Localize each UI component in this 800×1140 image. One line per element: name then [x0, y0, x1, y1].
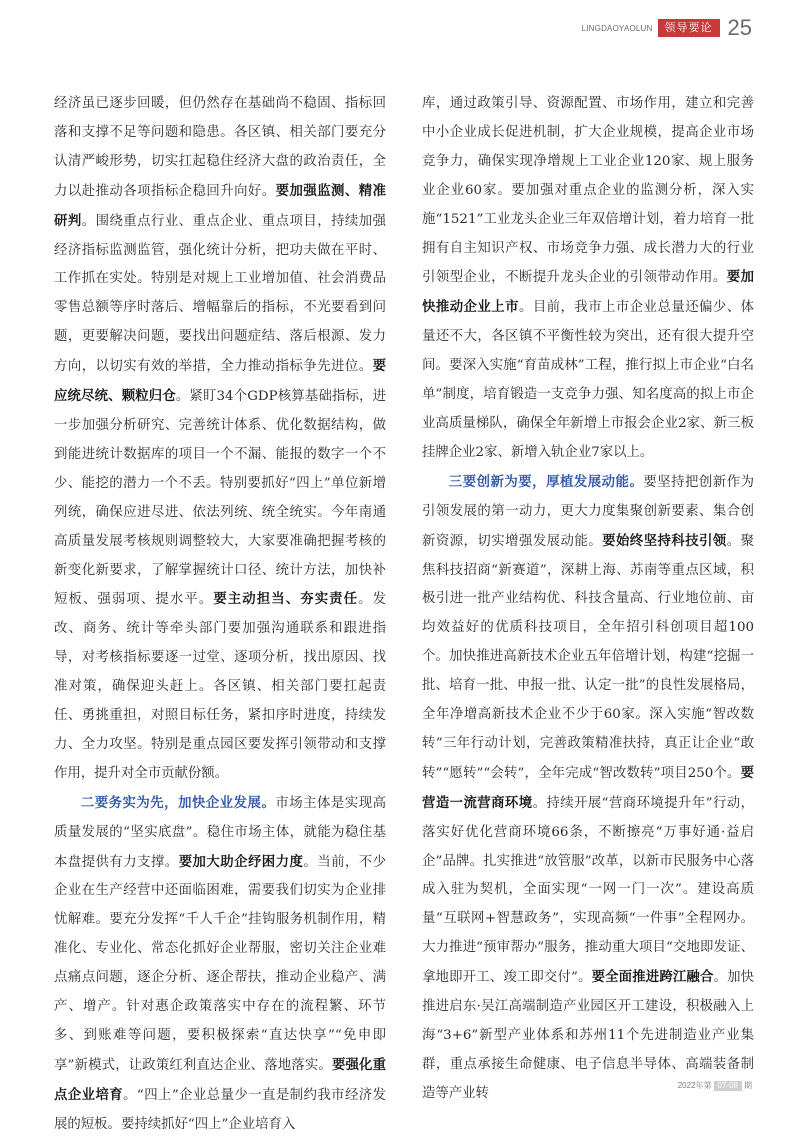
bold-phrase: 要始终坚持科技引领 — [602, 532, 727, 549]
section-heading: 二要务实为先，加快企业发展。 — [80, 794, 276, 811]
paragraph: 经济虽已逐步回暖，但仍然存在基础尚不稳固、指标回落和支撑不足等问题和隐患。各区镇、相关部门要充分认清严峻形势，切实扛起稳住经济大盘的政治责任，全力以赴推动各项指标企稳回升向好。要加强监测、精准研判。围绕重点行业、重点企业、重点项目，持续加强经济指标监测监管，强化统计分析，把功夫做在平时、工作抓在实处。特别是对规上工业增加值、社会消费品零售总额等序时落后、增幅靠后的指标，不光要看到问题，更要解决问题，要找出问题症结、落后根源、发力方向，以切实有效的举措，全力推动指标争先进位。要应统尽统、颗粒归仓。紧盯34个GDP核算基础指标，进一步加强分析研究、完善统计体系、优化数据结构，做到能进统计数据库的项目一个不漏、能报的数字一个不少、能挖的潜力一个不丢。特别要抓好“四上”单位新增列统，确保应进尽进、依法列统、统全统实。今年南通高质量发展考核规则调整较大，大家要准确把握考核的新变化新要求，了解掌握统计口径、统计方法，加快补短板、强弱项、提水平。要主动担当、夯实责任。发改、商务、统计等牵头部门要加强沟通联系和跟进指导，对考核指标要逐一过堂、逐项分析，找出原因、找准对策，确保迎头赶上。各区镇、相关部门要扛起责任、勇挑重担，对照目标任务，紧扣序时进度，持续发力、全力攻坚。特别是重点园区要发挥引领带动和支撑作用，提升对全市贡献份额。 — [54, 96, 387, 781]
bold-phrase: 要应统尽统、颗粒归仓 — [54, 358, 386, 405]
right-column — [422, 90, 754, 1109]
bold-phrase: 要强化重点企业培育 — [54, 1056, 386, 1103]
page-header — [582, 16, 752, 40]
issue-badge: 07-08 — [714, 1081, 742, 1091]
footer-year: 2022年 — [677, 1081, 704, 1090]
bold-phrase: 要加强监测、精准研判 — [54, 182, 386, 229]
bold-phrase: 要加大助企纾困力度 — [178, 853, 304, 870]
bold-phrase: 要主动担当、夯实责任 — [213, 591, 359, 608]
column-name-badge: 领导要论 — [658, 19, 720, 37]
footer-qi: 期 — [744, 1081, 752, 1090]
column-pinyin: LINGDAOYAOLUN — [581, 23, 653, 33]
section-heading: 三要创新为要，厚植发展动能。 — [448, 473, 644, 490]
page-number: 25 — [727, 15, 752, 40]
paragraph: 库，通过政策引导、资源配置、市场作用，建立和完善中小企业成长促进机制，扩大企业规模，提高企业市场竞争力，确保实现净增规上工业企业120家、规上服务业企业60家。要加强对重点企业的监测分析，深入实施“1521”工业龙头企业三年双倍增计划，着力培育一批拥有自主知识产权、市场竞争力强、成长潜力大的行业引领型企业，不断提升龙头企业的引领带动作用。要加快推动企业上市。目前，我市上市企业总量还偏少、体量还不大，各区镇不平衡性较为突出，还有很大提升空间。要深入实施“育苗成林”工程，推行拟上市企业“白名单”制度，培育锻造一支竞争力强、知名度高的拟上市企业高质量梯队，确保全年新增上市报会企业2家、新三板挂牌企业2家、新增入轨企业7家以上。 — [422, 96, 755, 460]
page-footer — [678, 1080, 752, 1091]
paragraph: 二要务实为先，加快企业发展。市场主体是实现高质量发展的“坚实底盘”。稳住市场主体，就能为稳住基本盘提供有力支撑。要加大助企纾困力度。当前，不少企业在生产经营中还面临困难，需要我们切实为企业排忧解难。要充分发挥“千人千企”挂钩服务机制作用，精准化、专业化、常态化抓好企业帮服，密切关注企业难点痛点问题，逐企分析、逐企帮扶，推动企业稳产、满产、增产。针对惠企政策落实中存在的流程繁、环节多、到账难等问题，要积极探索“直达快享”“免申即享”新模式，让政策红利直达企业、落地落实。要强化重点企业培育。“四上”企业总量少一直是制约我市经济发展的短板。要持续抓好“四上”企业培育入 — [54, 794, 387, 1132]
left-column — [54, 90, 386, 1140]
paragraph: 三要创新为要，厚植发展动能。要坚持把创新作为引领发展的第一动力，更大力度集聚创新要素、集合创新资源，切实增强发展动能。要始终坚持科技引领。聚焦科技招商“新赛道”，深耕上海、苏南等重点区域，积极引进一批产业结构优、科技含量高、行业地位前、亩均效益好的优质科技项目，全年招引科创项目超100个。加快推进高新技术企业五年倍增计划，构建“挖掘一批、培育一批、申报一批、认定一批”的良性发展格局，全年净增高新技术企业不少于60家。深入实施“智改数转”三年行动计划，完善政策精准扶持，真正让企业“敢转”“愿转”“会转”，全年完成“智改数转”项目250个。要营造一流营商环境。持续开展“营商环境提升年”行动，落实好优化营商环境66条，不断擦亮“万事好通·益启企”品牌。扎实推进“放管服”改革，以新市民服务中心落成入驻为契机，全面实现“一网一门一次”。建设高质量“互联网+智慧政务”，实现高频“一件事”全程网办。大力推进“预审帮办”服务，推动重大项目“交地即发证、拿地即开工、竣工即交付”。要全面推进跨江融合。加快推进启东·吴江高端制造产业园区开工建设，积极融入上海“3+6”新型产业体系和苏州11个先进制造业产业集群，重点承接生命健康、电子信息半导体、高端装备制造等产业转 — [422, 473, 755, 1101]
bold-phrase: 要营造一流营商环境 — [422, 764, 754, 811]
bold-phrase: 要加快推动企业上市 — [422, 269, 755, 316]
footer-di: 第 — [703, 1081, 712, 1090]
bold-phrase: 要全面推进跨江融合 — [591, 969, 714, 986]
